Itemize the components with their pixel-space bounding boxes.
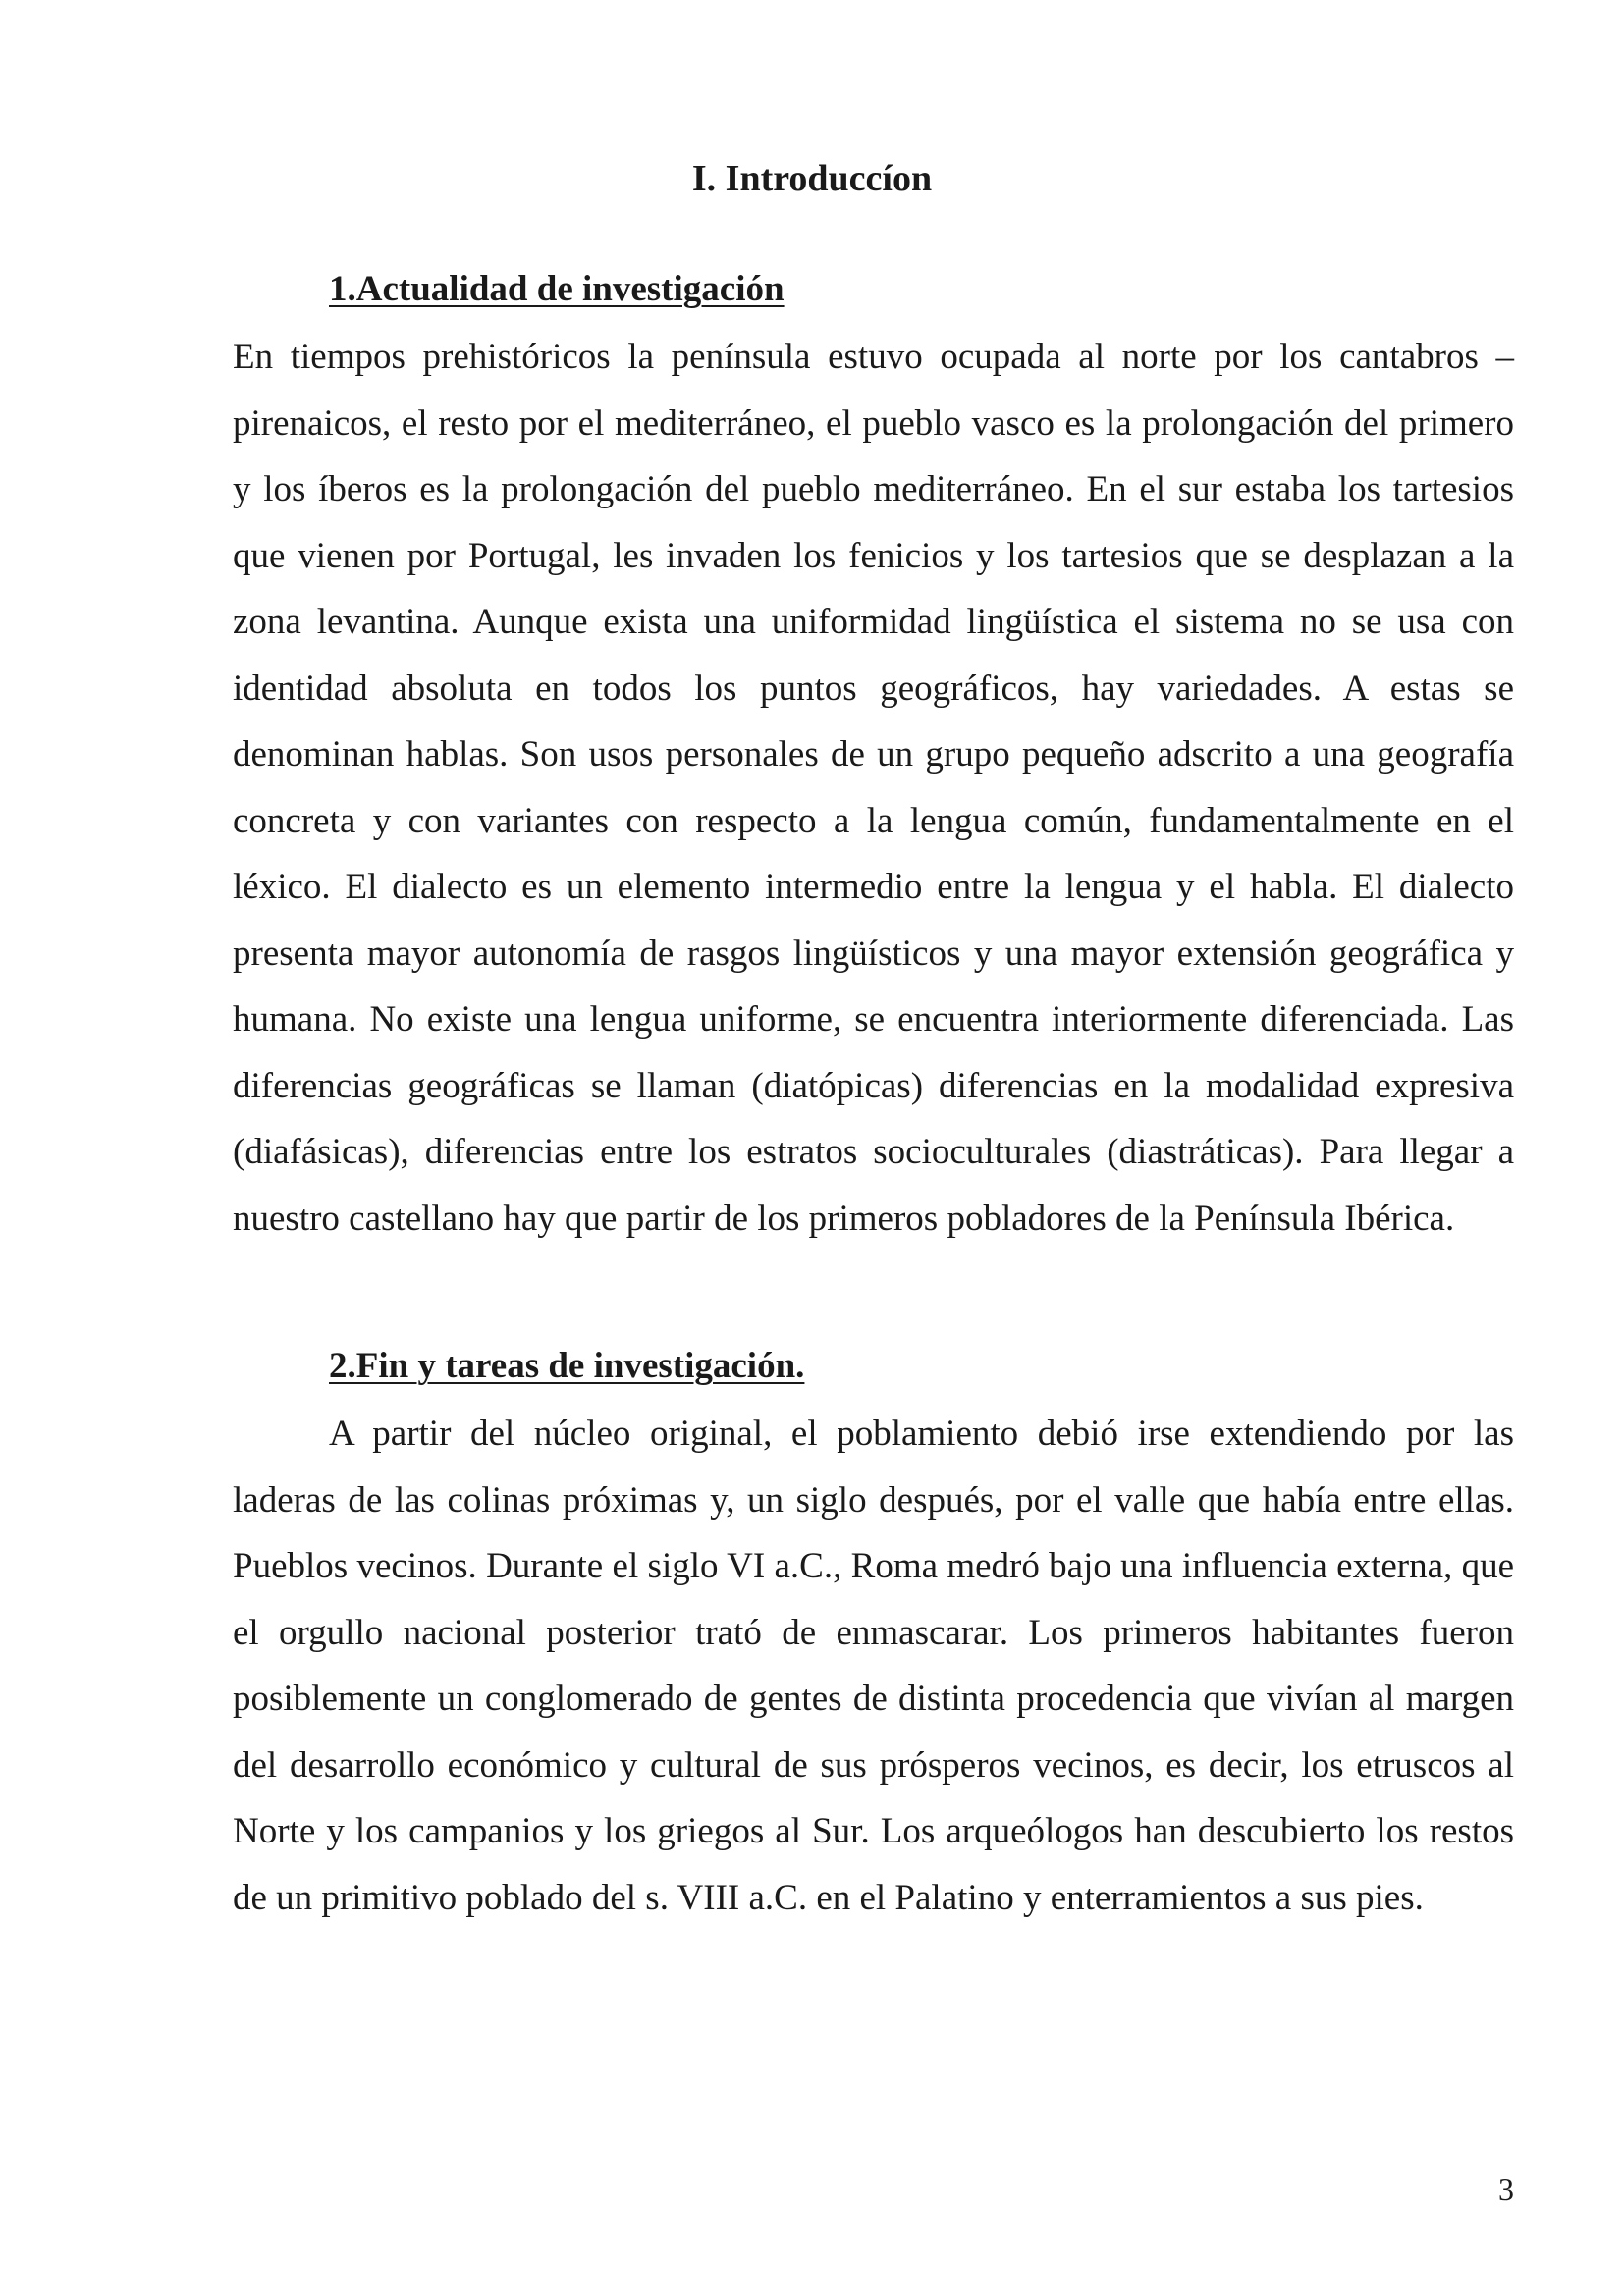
section-heading-fin-y-tareas: 2.Fin y tareas de investigación. — [329, 1346, 805, 1386]
section-heading-actualidad: 1.Actualidad de investigación — [329, 269, 785, 309]
section-paragraph-actualidad: En tiempos prehistóricos la península estuvo ocupada al norte por los cantabros – pirenaicos, el resto por el mediterráneo, el pueblo vasco es la prolongación del primero y los íberos es la prolongación del pueblo mediterráneo. En el sur estaba los tartesios que vienen por Portugal, les invaden los fenicios y los tartesios que se desplazan a la zona levantina. Aunque exista una uniformidad lingüística el sistema no se usa con identidad absoluta en todos los puntos geográficos, hay variedades. A estas se denominan hablas. Son usos personales de un grupo pequeño adscrito a una geografía concreta y con variantes con respecto a la lengua común, fundamentalmente en el léxico. El dialecto es un elemento intermedio entre la lengua y el habla. El dialecto presenta mayor autonomía de rasgos lingüísticos y una mayor extensión geográfica y humana. No existe una lengua uniforme, se encuentra interiormente diferenciada. Las diferencias geográficas se llaman (diatópicas) diferencias en la modalidad expresiva (diafásicas), diferencias entre los estratos socioculturales (diastráticas). Para llegar a nuestro castellano hay que partir de los primeros pobladores de la Península Ibérica. — [233, 337, 1514, 1239]
section-paragraph-fin-y-tareas: A partir del núcleo original, el poblamiento debió irse extendiendo por las laderas de las colinas próximas y, un siglo después, por el valle que había entre ellas. Pueblos vecinos. Durante el siglo VI a.C., Roma medró bajo una influencia externa, que el orgullo nacional posterior trató de enmascarar. Los primeros habitantes fueron posiblemente un conglomerado de gentes de distinta procedencia que vivían al margen del desarrollo económico y cultural de sus prósperos vecinos, es decir, los etruscos al Norte y los campanios y los griegos al Sur. Los arqueólogos han descubierto los restos de un primitivo poblado del s. VIII a.C. en el Palatino y enterramientos a sus pies. — [233, 1414, 1514, 1918]
page-number: 3 — [1498, 2171, 1514, 2207]
chapter-title: I. Introduccíon — [691, 158, 933, 199]
